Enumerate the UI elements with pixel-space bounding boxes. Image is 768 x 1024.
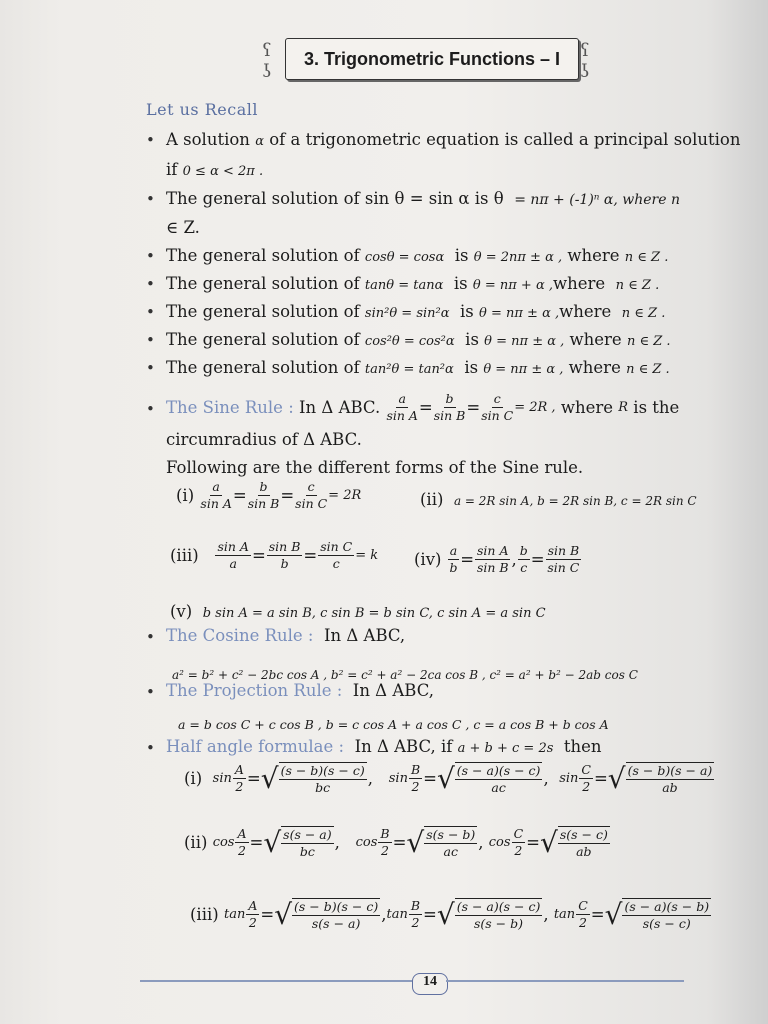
sine-forms-intro: Following are the different forms of the Sine rule. (166, 458, 584, 477)
footer-rule-right (446, 980, 684, 982)
chapter-title: 3. Trigonometric Functions – I (303, 48, 561, 69)
sine-rule-statement: The Sine Rule : In Δ ABC. $\frac{a}{\text{sin A}}$ = $\frac{b}{\text{sin B}}$ = $\frac{c}{\text{sin C}}$ = 2R , where R is the (166, 391, 680, 424)
bullet-icon: • (146, 359, 155, 377)
sine-form-iv: (iv) $\frac{a}{b}$ = $\frac{\text{sin A}}{\text{sin B}}$ , $\frac{b}{c}$ = $\frac{\text{sin B}}{\text{sin C}}$ (414, 543, 580, 576)
bullet-tan-general: The general solution of tanθ = tanα is θ = nπ + α ,where n ∈ Z . (166, 274, 660, 293)
bullet-icon: • (146, 400, 155, 418)
cosine-rule-heading: The Cosine Rule : In Δ ABC, (166, 626, 406, 645)
principal-condition: if 0 ≤ α < 2π . (166, 160, 264, 179)
sine-form-v: (v) b sin A = a sin B, c sin B = b sin C, c sin A = a sin C (170, 602, 546, 621)
sine-form-iii: (iii) $\frac{\text{sin A}}{a}$ = $\frac{\text{sin B}}{b}$ = $\frac{\text{sin C}}{c}$ = k (170, 539, 379, 572)
bullet-icon: • (146, 275, 155, 293)
footer-rule-left (140, 980, 412, 982)
bullet-tan-squared-general: The general solution of tan²θ = tan²α is θ = nπ ± α , where n ∈ Z . (166, 358, 670, 377)
bullet-cos-general: The general solution of cosθ = cosα is θ = 2nπ ± α , where n ∈ Z . (166, 246, 669, 265)
bullet-icon: • (146, 190, 155, 208)
bullet-icon: • (146, 303, 155, 321)
bullet-cos-squared-general: The general solution of cos²θ = cos²α is θ = nπ ± α , where n ∈ Z . (166, 330, 671, 349)
bullet-principal-solution: A solution α of a trigonometric equation is called a principal solution (166, 130, 741, 149)
bullet-icon: • (146, 131, 155, 149)
sin-general-domain: ∈ Z. (166, 218, 200, 237)
right-ornament-icon: ʕ ʖ (580, 40, 590, 82)
sine-form-ii: (ii) a = 2R sin A, b = 2R sin B, c = 2R sin C (420, 490, 697, 509)
projection-rule-heading: The Projection Rule : In Δ ABC, (166, 681, 434, 700)
half-angle-heading: Half angle formulae : In Δ ABC, if a + b + c = 2s then (166, 737, 602, 756)
bullet-icon: • (146, 331, 155, 349)
projection-rule-formula: a = b cos C + c cos B , b = c cos A + a cos C , c = a cos B + b cos A (178, 717, 609, 732)
circumradius-text: circumradius of Δ ABC. (166, 430, 362, 449)
cosine-rule-formula: a² = b² + c² − 2bc cos A , b² = c² + a² − 2ca cos B , c² = a² + b² − 2ab cos C (172, 668, 638, 682)
chapter-heading (285, 38, 579, 80)
page-number: 14 (412, 973, 448, 995)
half-angle-tangent: (iii) tan $\frac{A}{2}$ = √ $\frac{(s - b)(s - c)}{s(s - a)}$ , tan $\frac{B}{2}$ = √ $\frac{(s - a)(s - c)}{s(s - b)}$ , tan $\frac{C}{2}$ = √ $\frac{(s - a)(s - b)}{s(s - c)}$ (190, 897, 710, 932)
bullet-icon: • (146, 628, 155, 646)
bullet-icon: • (146, 739, 155, 757)
half-angle-cosine: (ii) cos $\frac{A}{2}$ = √ $\frac{s(s - a)}{bc}$ , cos $\frac{B}{2}$ = √ $\frac{s(s - b)}{ac}$ , cos $\frac{C}{2}$ = √ $\frac{s(s - c)}{ab}$ (184, 825, 608, 860)
bullet-icon: • (146, 683, 155, 701)
sine-form-i: (i) $\frac{a}{\text{sin A}}$ = $\frac{b}{\text{sin B}}$ = $\frac{c}{\text{sin C}}$ = 2R (176, 479, 362, 512)
bullet-icon: • (146, 247, 155, 265)
section-heading: Let us Recall (146, 100, 258, 119)
bullet-sin-squared-general: The general solution of sin²θ = sin²α is θ = nπ ± α ,where n ∈ Z . (166, 302, 666, 321)
half-angle-sine: (i) sin $\frac{A}{2}$ = √ $\frac{(s - b)(s - c)}{bc}$ , sin $\frac{B}{2}$ = √ $\frac{(s - a)(s - c)}{ac}$ , sin $\frac{C}{2}$ = √ $\frac{(s - b)(s - a)}{ab}$ (184, 761, 713, 796)
left-ornament-icon: ʕ ʖ (262, 40, 272, 82)
bullet-sin-general: The general solution of sin θ = sin α is θ = nπ + (-1)ⁿ α, where n (166, 189, 681, 208)
